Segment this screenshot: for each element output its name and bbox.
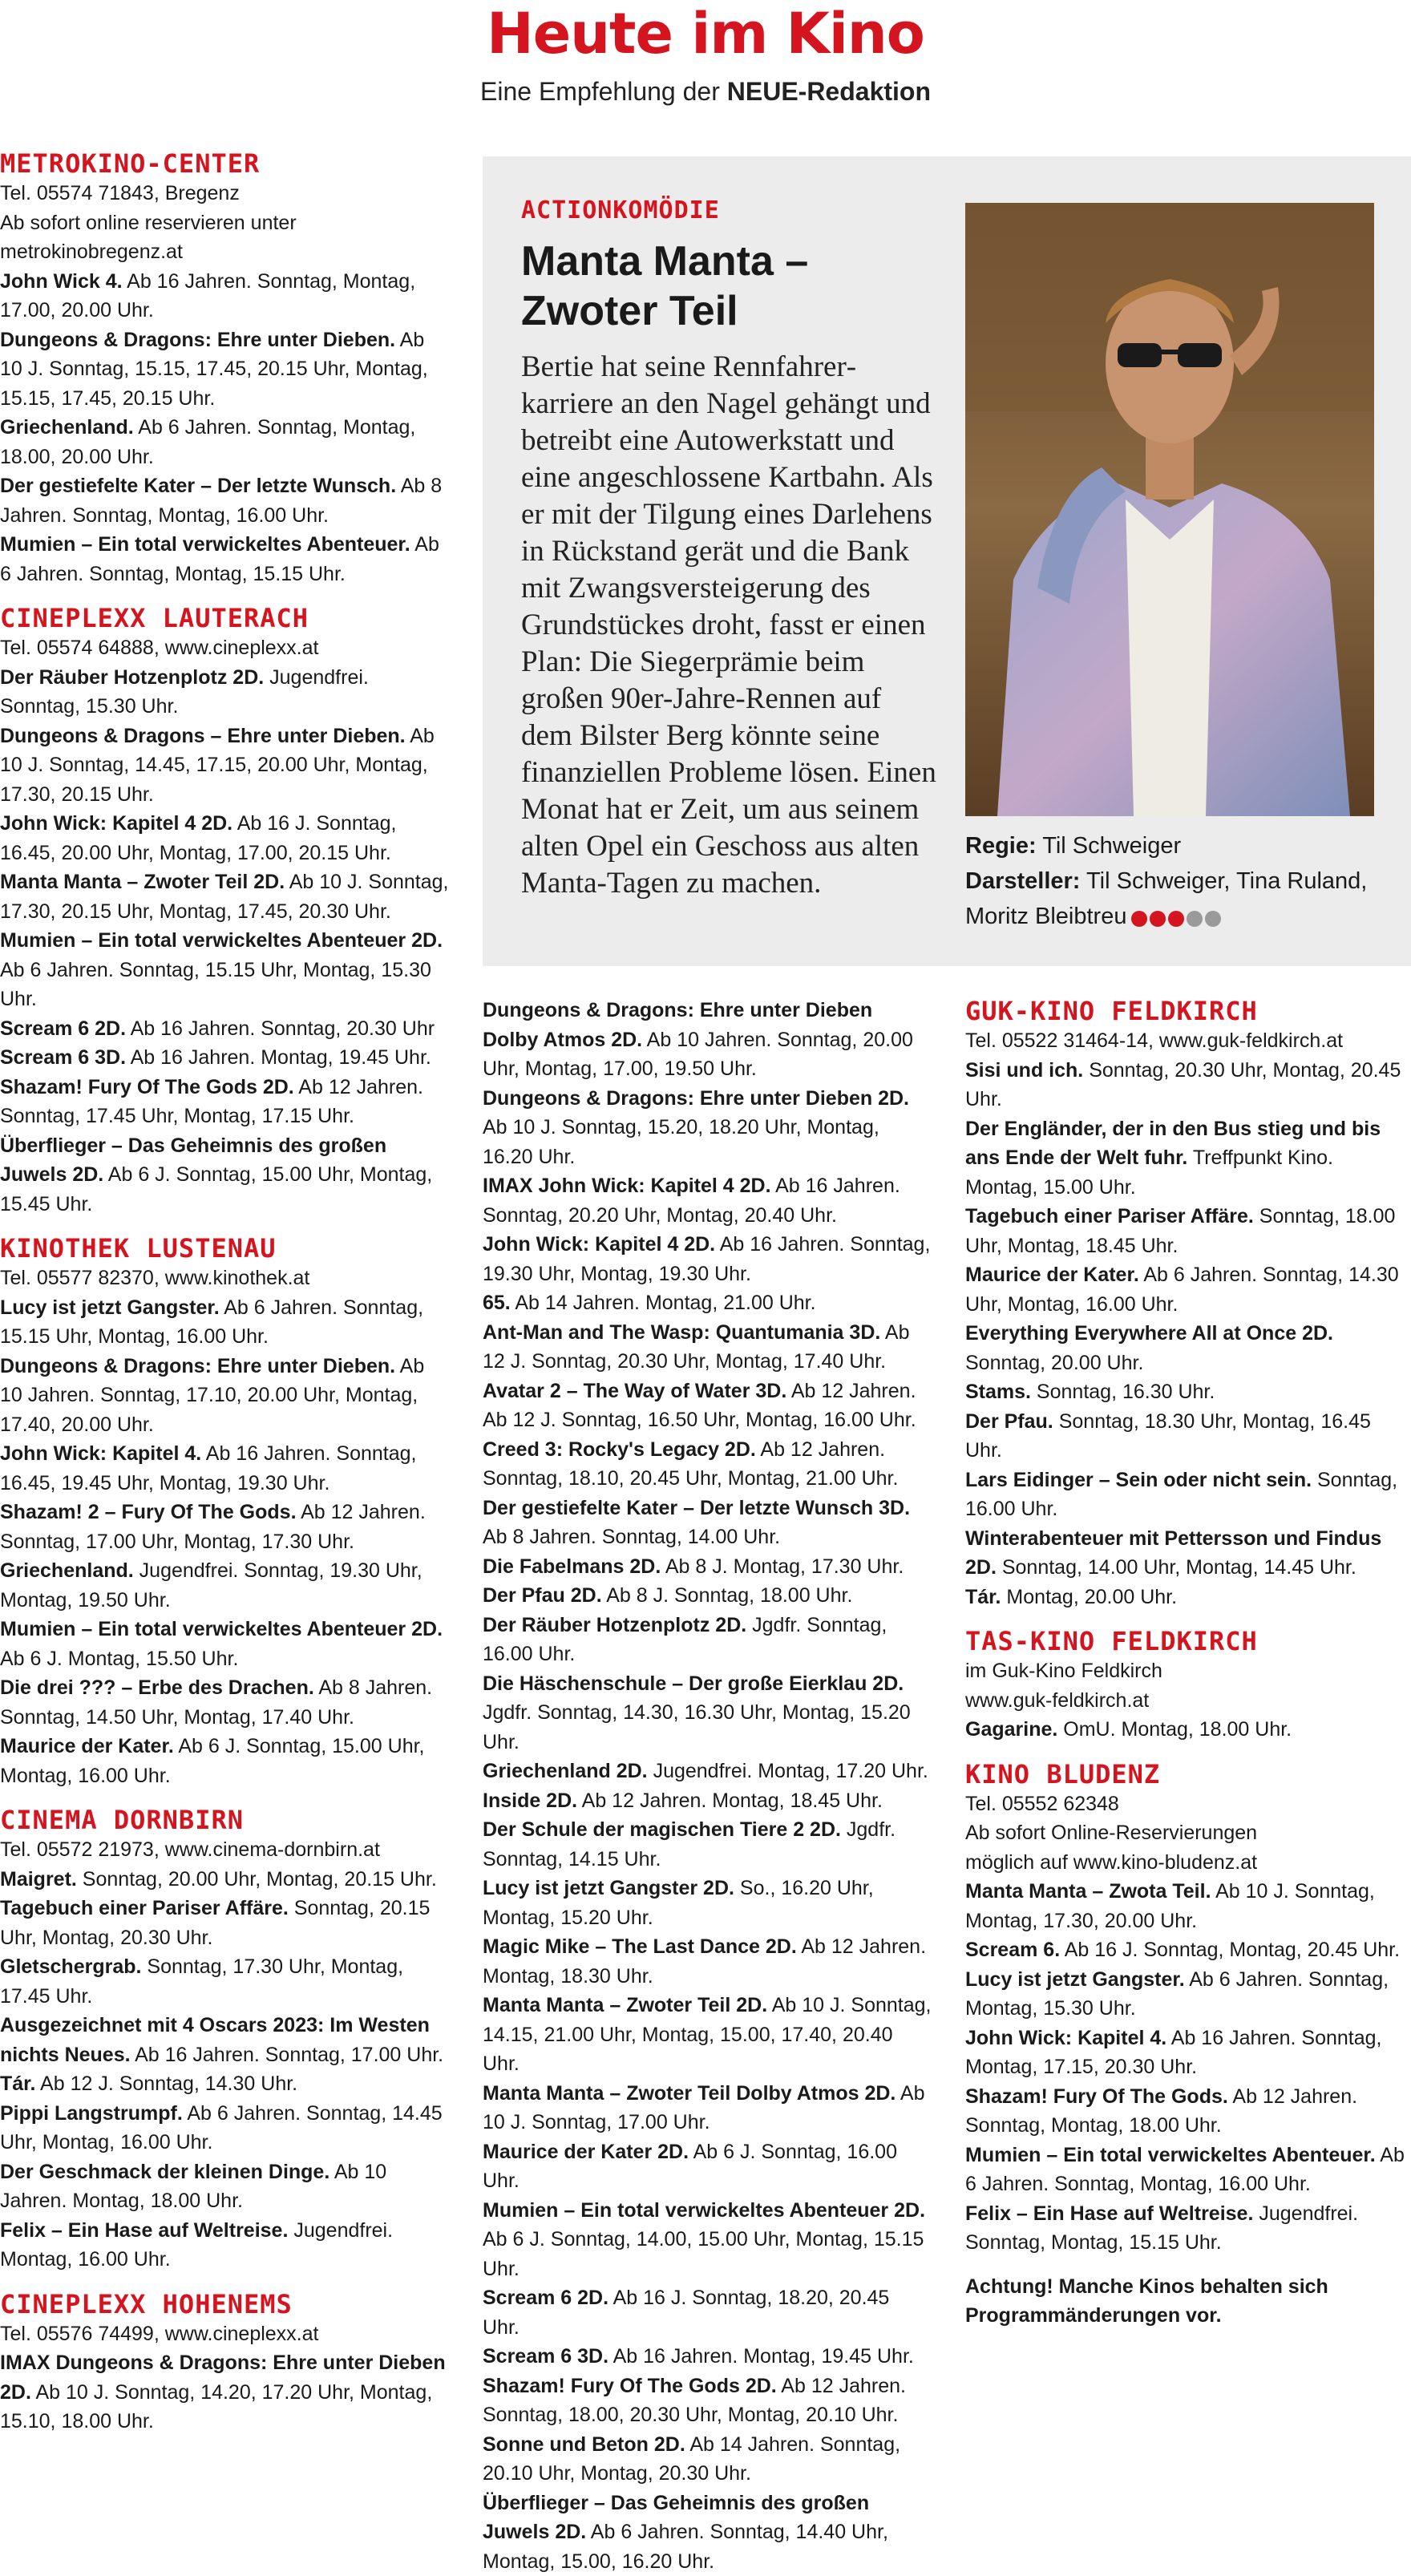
movie-details: Ab 12 J. Sonntag, 14.30 Uhr. — [35, 2073, 297, 2095]
movie-details: Ab 8 J. Sonntag, 18.00 Uhr. — [602, 1584, 853, 1607]
cinema-name: CINEPLEXX LAUTERACH — [0, 603, 449, 633]
movie-title: Maurice der Kater. — [965, 1264, 1139, 1286]
movie-details: Ab 6 Jahren. Sonntag, Montag, 15.15 Uhr. — [0, 533, 439, 585]
column-left — [0, 148, 449, 2436]
cinema-name: CINEPLEXX HOHENEMS — [0, 2289, 449, 2319]
listing-entry — [483, 1230, 932, 1288]
movie-details: Ab 10 Jahren. Sonntag, 20.00 Uhr, Montag, 17.00, 19.50 Uhr. — [483, 1029, 913, 1081]
movie-details: Sonntag, 20.00 Uhr. — [965, 1352, 1143, 1374]
listing-entry — [0, 1014, 449, 1044]
listing-entry — [0, 2011, 449, 2069]
movie-title: Die drei ??? – Erbe des Drachen. — [0, 1676, 314, 1699]
movie-title: John Wick: Kapitel 4 2D. — [0, 812, 232, 835]
movie-title: Griechenland 2D. — [483, 1760, 648, 1782]
movie-title: Scream 6 3D. — [0, 1046, 126, 1069]
listing-entry — [0, 1615, 449, 1673]
section-gap — [0, 1219, 449, 1233]
listing-entry — [0, 1073, 449, 1131]
movie-details: Sonntag, 17.30 Uhr, Montag, 17.45 Uhr. — [0, 1955, 403, 2008]
listing-entry — [0, 867, 449, 926]
listing-entry — [0, 471, 449, 530]
movie-title: Mumien – Ein total verwickeltes Abenteuer 2D. — [483, 2199, 925, 2222]
movie-details: Ab 6 J. Sonntag, 14.00, 15.00 Uhr, Montag, 15.15 Uhr. — [483, 2228, 924, 2280]
listing-entry — [483, 996, 932, 1084]
rating-dot-empty — [1187, 911, 1203, 927]
movie-details: Ab 16 Jahren. Sonntag, 20.30 Uhr — [126, 1017, 435, 1040]
movie-title: Maurice der Kater. — [0, 1735, 174, 1757]
movie-title: Griechenland. — [0, 1559, 134, 1582]
movie-title: Die Fabelmans 2D. — [483, 1555, 661, 1578]
movie-title: John Wick: Kapitel 4 2D. — [483, 1233, 715, 1256]
listing-entry — [483, 1991, 932, 2079]
listing-entry — [483, 1171, 932, 1230]
movie-details: Sonntag, 20.15 Uhr, Montag, 20.30 Uhr. — [0, 1897, 430, 1949]
movie-details: Jugendfrei. Sonntag, Montag, 15.15 Uhr. — [965, 2202, 1358, 2255]
movie-title: John Wick: Kapitel 4. — [965, 2027, 1166, 2049]
movie-details: Ab 16 Jahren. Montag, 19.45 Uhr. — [608, 2345, 914, 2368]
movie-details: Ab 16 Jahren. Sonntag, 19.30 Uhr, Montag, 19.30 Uhr. — [483, 1233, 930, 1285]
listing-entry — [965, 1202, 1411, 1260]
listing-entry — [483, 1932, 932, 1991]
cinema-info: Tel. 05522 31464-14, www.guk-feldkirch.at — [965, 1026, 1411, 1056]
movie-details: Ab 16 Jahren. Sonntag, Montag, 17.15, 20.30 Uhr. — [965, 2027, 1381, 2079]
movie-title: Felix – Ein Hase auf Weltreise. — [0, 2219, 288, 2242]
movie-title: Sisi und ich. — [965, 1059, 1083, 1082]
movie-details: Sonntag, 16.00 Uhr. — [965, 1469, 1397, 1521]
notice — [965, 2272, 1411, 2331]
listing-entry — [0, 326, 449, 414]
listing-entry — [0, 1865, 449, 1895]
movie-details: Ab 12 Jahren. Sonntag, 17.00 Uhr, Montag, 17.30 Uhr. — [0, 1501, 426, 1553]
movie-title: Sonne und Beton 2D. — [483, 2433, 685, 2456]
cinema-name: TAS-KINO FELDKIRCH — [965, 1626, 1411, 1656]
movie-details: Ab 16 Jahren. Montag, 19.45 Uhr. — [126, 1046, 431, 1069]
cinema-info: www.guk-feldkirch.at — [965, 1686, 1411, 1716]
movie-title: Der Räuber Hotzenplotz 2D. — [483, 1614, 746, 1636]
movie-details: Jgdfr. Sonntag, 16.00 Uhr. — [483, 1614, 887, 1666]
listing-entry — [965, 2141, 1411, 2199]
listing-entry — [0, 1556, 449, 1615]
listing-entry — [483, 2283, 932, 2342]
movie-details: So., 16.20 Uhr, Montag, 15.20 Uhr. — [483, 1877, 874, 1929]
movie-title: Avatar 2 – The Way of Water 3D. — [483, 1380, 786, 1402]
cinema-info: metrokinobregenz.at — [0, 237, 449, 267]
listing-entry — [0, 413, 449, 471]
movie-title: Felix – Ein Hase auf Weltreise. — [965, 2202, 1253, 2225]
listing-entry — [965, 1114, 1411, 1203]
movie-details: Ab 12 Jahren. Sonntag, 18.00, 20.30 Uhr, Montag, 20.10 Uhr. — [483, 2375, 906, 2427]
movie-title: Der Pfau. — [965, 1410, 1053, 1433]
listing-entry — [483, 1669, 932, 1757]
listing-entry — [965, 1056, 1411, 1114]
movie-title: Scream 6 2D. — [483, 2287, 608, 2309]
movie-title: Überflieger – Das Geheimnis des großen Juwels 2D. — [0, 1134, 386, 1187]
listing-entry — [965, 1935, 1411, 1965]
movie-title: Der Geschmack der kleinen Dinge. — [0, 2161, 330, 2183]
listing-entry — [0, 1439, 449, 1498]
listing-entry — [483, 2196, 932, 2284]
listing-entry — [0, 809, 449, 867]
movie-details: Sonntag, 18.30 Uhr, Montag, 16.45 Uhr. — [965, 1410, 1371, 1462]
listing-entry — [0, 1952, 449, 2011]
listing-entry — [483, 1288, 932, 1318]
listing-entry — [0, 2069, 449, 2099]
movie-details: Jugendfrei. Sonntag, 19.30 Uhr, Montag, 19.50 Uhr. — [0, 1559, 422, 1612]
listing-entry — [483, 1494, 932, 1552]
listing-entry — [483, 1084, 932, 1172]
listing-entry — [965, 1524, 1411, 1583]
cast-label: Darsteller: — [965, 868, 1080, 894]
movie-details: Ab 6 Jahren. Sonntag, 15.15 Uhr, Montag, 15.30 Uhr. — [0, 959, 431, 1011]
movie-title: Creed 3: Rocky's Legacy 2D. — [483, 1438, 756, 1461]
movie-title: Manta Manta – Zwota Teil. — [965, 1880, 1211, 1903]
movie-title: Mumien – Ein total verwickeltes Abenteuer. — [965, 2144, 1376, 2166]
listing-entry — [0, 2216, 449, 2275]
movie-details: Ab 10 J. Sonntag, 17.00 Uhr. — [483, 2082, 925, 2134]
movie-title: Tagebuch einer Pariser Affäre. — [0, 1897, 289, 1919]
movie-title: Der Schule der magischen Tiere 2 2D. — [483, 1818, 841, 1841]
movie-title: Dungeons & Dragons: Ehre unter Dieben. — [0, 1355, 395, 1377]
listing-entry — [483, 2079, 932, 2137]
movie-details: Ab 10 J. Sonntag, 15.20, 18.20 Uhr, Montag, 16.20 Uhr. — [483, 1116, 879, 1168]
movie-title: Manta Manta – Zwoter Teil 2D. — [0, 871, 285, 893]
movie-details: Ab 6 Jahren. Sonntag, Montag, 18.00, 20.00 Uhr. — [0, 416, 415, 468]
listing-entry — [0, 2099, 449, 2157]
listing-entry — [0, 1894, 449, 1952]
listing-entry — [965, 2024, 1411, 2082]
feature-photo — [965, 203, 1374, 816]
movie-details: OmU. Montag, 18.00 Uhr. — [1057, 1718, 1292, 1741]
movie-title: Griechenland. — [0, 416, 134, 439]
movie-details: Ab 12 Jahren. Sonntag, Montag, 18.00 Uhr. — [965, 2085, 1357, 2137]
cinema-name: CINEMA DORNBIRN — [0, 1805, 449, 1835]
listing-entry — [483, 1815, 932, 1874]
movie-title: Dungeons & Dragons – Ehre unter Dieben. — [0, 725, 406, 747]
listing-entry — [0, 1732, 449, 1790]
listing-entry — [483, 1435, 932, 1494]
cinema-info: Tel. 05576 74499, www.cineplexx.at — [0, 2319, 449, 2349]
movie-details: Ab 16 Jahren. Sonntag, 16.45, 19.45 Uhr, Montag, 19.30 Uhr. — [0, 1442, 416, 1494]
cinema-info: Ab sofort online reservieren unter — [0, 208, 449, 238]
movie-title: Die Häschenschule – Der große Eierklau 2D. — [483, 1672, 904, 1695]
movie-title: Lucy ist jetzt Gangster. — [965, 1968, 1185, 1991]
section-gap — [0, 588, 449, 603]
listing-entry — [0, 2348, 449, 2436]
cinema-name: KINOTHEK LUSTENAU — [0, 1233, 449, 1264]
listing-entry — [0, 663, 449, 722]
cinema-info: möglich auf www.kino-bludenz.at — [965, 1848, 1411, 1878]
movie-title: Dungeons & Dragons: Ehre unter Dieben Dolby Atmos 2D. — [483, 999, 872, 1051]
movie-details: Ab 8 Jahren. Sonntag, 14.50 Uhr, Montag, 17.40 Uhr. — [0, 1676, 432, 1729]
movie-details: Ab 6 J. Montag, 15.50 Uhr. — [0, 1648, 238, 1670]
movie-details: Ab 16 Jahren. Sonntag, Montag, 17.00, 20.00 Uhr. — [0, 270, 415, 322]
cinema-info: Tel. 05574 71843, Bregenz — [0, 179, 449, 208]
movie-title: Pippi Langstrumpf. — [0, 2102, 183, 2125]
movie-details: Ab 6 J. Sonntag, 16.00 Uhr. — [483, 2141, 897, 2193]
listing-entry — [483, 1318, 932, 1377]
movie-title: Shazam! Fury Of The Gods 2D. — [483, 2375, 777, 2397]
column-middle — [483, 996, 932, 2576]
movie-details: Ab 6 Jahren. Sonntag, 14.45 Uhr, Montag, 16.00 Uhr. — [0, 2102, 443, 2154]
movie-details: Treffpunkt Kino. Montag, 15.00 Uhr. — [965, 1146, 1333, 1199]
movie-details: Ab 6 Jahren. Sonntag, Montag, 15.30 Uhr. — [965, 1968, 1389, 2020]
movie-title: John Wick: Kapitel 4. — [0, 1442, 201, 1465]
movie-title: Everything Everywhere All at Once 2D. — [965, 1322, 1333, 1345]
movie-details: Montag, 20.00 Uhr. — [1001, 1586, 1177, 1608]
movie-details: Jugendfrei. Sonntag, 15.30 Uhr. — [0, 666, 369, 718]
listing-entry — [965, 2199, 1411, 2258]
section-gap — [965, 1745, 1411, 1759]
listing-entry — [0, 1498, 449, 1556]
listing-entry — [965, 1466, 1411, 1524]
movie-title: Der Räuber Hotzenplotz 2D. — [0, 666, 264, 689]
movie-title: Mumien – Ein total verwickeltes Abenteuer. — [0, 533, 410, 556]
listing-entry — [483, 2489, 932, 2576]
movie-details: Jgdfr. Sonntag, 14.15 Uhr. — [483, 1818, 896, 1870]
movie-title: John Wick 4. — [0, 270, 123, 293]
movie-title: Lucy ist jetzt Gangster 2D. — [483, 1877, 734, 1899]
movie-details: Ab 12 J. Sonntag, 20.30 Uhr, Montag, 17.40 Uhr. — [483, 1321, 909, 1373]
listing-entry — [965, 1377, 1411, 1407]
movie-details: Ab 6 J. Sonntag, 15.00 Uhr, Montag, 15.45 Uhr. — [0, 1163, 432, 1215]
movie-details: Ab 10 Jahren. Montag, 18.00 Uhr. — [0, 2161, 386, 2213]
movie-title: Manta Manta – Zwoter Teil 2D. — [483, 1994, 767, 2016]
movie-title: Tár. — [965, 1586, 1001, 1608]
movie-title: Tár. — [0, 2073, 35, 2095]
movie-details: Ab 10 J. Sonntag, 14.20, 17.20 Uhr, Montag, 15.10, 18.00 Uhr. — [0, 2381, 432, 2433]
rating-dot-filled — [1168, 911, 1184, 927]
movie-details: Jugendfrei. Montag, 16.00 Uhr. — [0, 2219, 393, 2271]
movie-title: 65. — [483, 1292, 511, 1314]
listing-entry — [483, 2372, 932, 2430]
movie-title: Magic Mike – The Last Dance 2D. — [483, 1935, 797, 1958]
listing-entry — [0, 1352, 449, 1440]
movie-details: Jugendfrei. Montag, 17.20 Uhr. — [648, 1760, 928, 1782]
listing-entry — [0, 1293, 449, 1352]
feature-genre: ACTIONKOMÖDIE — [521, 196, 720, 224]
listing-entry — [965, 2082, 1411, 2141]
movie-details: Ab 10 J. Sonntag, 15.15, 17.45, 20.15 Uhr, Montag, 15.15, 17.45, 20.15 Uhr. — [0, 329, 428, 410]
movie-title: Ausgezeichnet mit 4 Oscars 2023: Im Westen nichts Neues. — [0, 2014, 430, 2066]
movie-details: Sonntag, 20.00 Uhr, Montag, 20.15 Uhr. — [77, 1868, 437, 1891]
feature-credits — [965, 828, 1398, 935]
listing-entry — [483, 1786, 932, 1816]
rating-dots — [1131, 900, 1223, 935]
section-gap — [965, 1612, 1411, 1626]
listing-entry — [0, 2157, 449, 2216]
movie-title: Gletschergrab. — [0, 1955, 141, 1978]
movie-title: Dungeons & Dragons: Ehre unter Dieben. — [0, 329, 395, 351]
movie-details: Ab 14 Jahren. Sonntag, 20.10 Uhr, Montag, 20.30 Uhr. — [483, 2433, 900, 2485]
movie-details: Ab 10 J. Sonntag, Montag, 17.30, 20.00 Uhr. — [965, 1880, 1375, 1932]
movie-title: Shazam! Fury Of The Gods 2D. — [0, 1076, 294, 1098]
movie-details: Ab 12 Jahren. Montag, 18.45 Uhr. — [577, 1789, 883, 1812]
listing-entry — [0, 926, 449, 1014]
listing-entry — [483, 2342, 932, 2372]
movie-details: Ab 12 Jahren. Sonntag, 18.10, 20.45 Uhr, Montag, 21.00 Uhr. — [483, 1438, 898, 1490]
movie-details: Ab 8 J. Montag, 17.30 Uhr. — [661, 1555, 904, 1578]
section-gap — [965, 2258, 1411, 2272]
listing-entry — [0, 1673, 449, 1732]
listing-entry — [483, 1611, 932, 1669]
movie-title: Stams. — [965, 1381, 1031, 1403]
movie-details: Ab 6 Jahren. Sonntag, 14.30 Uhr, Montag, 16.00 Uhr. — [965, 1264, 1399, 1316]
movie-details: Ab 16 J. Sonntag, 18.20, 20.45 Uhr. — [483, 2287, 889, 2339]
movie-title: Mumien – Ein total verwickeltes Abenteuer 2D. — [0, 929, 443, 952]
movie-title: Der Engländer, der in den Bus stieg und bis ans Ende der Welt fuhr. — [965, 1118, 1381, 1170]
column-right — [965, 996, 1411, 2331]
movie-title: Tagebuch einer Pariser Affäre. — [965, 1205, 1254, 1227]
listing-entry — [965, 1583, 1411, 1612]
movie-title: Inside 2D. — [483, 1789, 577, 1812]
cinema-info: Tel. 05577 82370, www.kinothek.at — [0, 1264, 449, 1293]
subtitle-text: Eine Empfehlung der — [480, 77, 727, 106]
actor-photo-icon — [965, 203, 1374, 816]
listing-entry — [0, 1043, 449, 1073]
listing-entry — [483, 1377, 932, 1435]
page-title: Heute im Kino — [0, 2, 1411, 66]
director-value: Til Schweiger — [1042, 833, 1181, 859]
movie-title: Dungeons & Dragons: Ehre unter Dieben 2D. — [483, 1087, 909, 1110]
listing-entry — [483, 2137, 932, 2196]
movie-title: Maigret. — [0, 1868, 77, 1891]
movie-details: Ab 6 J. Sonntag, 15.00 Uhr, Montag, 16.00 Uhr. — [0, 1735, 425, 1787]
movie-title: Der gestiefelte Kater – Der letzte Wunsch 3D. — [483, 1497, 910, 1519]
cast-line — [965, 863, 1398, 935]
subtitle-brand: NEUE-Redaktion — [727, 77, 931, 106]
movie-details: Ab 6 Jahren. Sonntag, Montag, 16.00 Uhr. — [965, 2144, 1405, 2196]
movie-title: Maurice der Kater 2D. — [483, 2141, 689, 2163]
notice-text: Achtung! Manche Kinos behalten sich Programmänderungen vor. — [965, 2275, 1328, 2327]
rating-dot-empty — [1205, 911, 1221, 927]
listing-entry — [483, 1552, 932, 1582]
listing-entry — [0, 722, 449, 810]
movie-title: Scream 6. — [965, 1939, 1060, 1961]
rating-dot-filled — [1150, 911, 1166, 927]
movie-details: Sonntag, 18.00 Uhr, Montag, 18.45 Uhr. — [965, 1205, 1395, 1257]
movie-details: Ab 8 Jahren. Sonntag, Montag, 16.00 Uhr. — [0, 475, 442, 527]
listing-entry — [483, 2430, 932, 2489]
movie-title: Manta Manta – Zwoter Teil Dolby Atmos 2D. — [483, 2082, 896, 2105]
listing-entry — [0, 530, 449, 588]
movie-details: Ab 16 Jahren. Sonntag, 20.20 Uhr, Montag, 20.40 Uhr. — [483, 1175, 900, 1227]
movie-title: Shazam! Fury Of The Gods. — [965, 2085, 1228, 2108]
page-header — [0, 0, 1411, 107]
listing-entry — [965, 1319, 1411, 1377]
cinema-info: Tel. 05574 64888, www.cineplexx.at — [0, 633, 449, 663]
movie-details: Sonntag, 20.30 Uhr, Montag, 20.45 Uhr. — [965, 1059, 1401, 1111]
movie-details: Ab 16 Jahren. Sonntag, 17.00 Uhr. — [131, 2044, 444, 2066]
feature-box — [483, 156, 1411, 966]
movie-title: Der gestiefelte Kater – Der letzte Wunsch. — [0, 475, 396, 497]
section-gap — [0, 1790, 449, 1805]
cinema-name: KINO BLUDENZ — [965, 1759, 1411, 1789]
listing-entry — [483, 1757, 932, 1786]
movie-details: Ab 16 J. Sonntag, 16.45, 20.00 Uhr, Montag, 17.00, 20.15 Uhr. — [0, 812, 396, 864]
movie-details: Ab 16 J. Sonntag, Montag, 20.45 Uhr. — [1060, 1939, 1400, 1961]
listing-entry — [965, 1715, 1411, 1745]
page-subtitle — [0, 75, 1411, 107]
movie-details: Jgdfr. Sonntag, 14.30, 16.30 Uhr, Montag, 15.20 Uhr. — [483, 1701, 911, 1753]
movie-details: Ab 8 Jahren. Sonntag, 14.00 Uhr. — [483, 1526, 780, 1548]
cinema-info: Tel. 05572 21973, www.cinema-dornbirn.at — [0, 1835, 449, 1865]
movie-title: Überflieger – Das Geheimnis des großen Juwels 2D. — [483, 2492, 869, 2544]
listing-entry — [0, 1131, 449, 1219]
movie-details: Ab 10 J. Sonntag, 14.15, 21.00 Uhr, Montag, 15.00, 17.40, 20.40 Uhr. — [483, 1994, 931, 2075]
movie-title: IMAX Dungeons & Dragons: Ehre unter Dieben 2D. — [0, 2352, 446, 2404]
movie-title: Scream 6 2D. — [0, 1017, 126, 1040]
movie-title: Der Pfau 2D. — [483, 1584, 602, 1607]
movie-title: Gagarine. — [965, 1718, 1057, 1741]
movie-details: Ab 12 Jahren. Sonntag, 17.45 Uhr, Montag, 17.15 Uhr. — [0, 1076, 423, 1128]
movie-title: IMAX John Wick: Kapitel 4 2D. — [483, 1175, 771, 1197]
feature-title: Manta Manta – Zwoter Teil — [521, 237, 938, 336]
listing-entry — [965, 1260, 1411, 1319]
listing-entry — [483, 1874, 932, 1932]
movie-title: Mumien – Ein total verwickeltes Abenteuer 2D. — [0, 1618, 443, 1640]
listing-entry — [965, 1877, 1411, 1935]
listing-entry — [965, 1965, 1411, 2024]
feature-description: Bertie hat seine Rennfahrerkarriere an den Nagel gehängt und betreibt eine Autowerkstatt und eine angeschlossene Kartbahn. Als er mit der Tilgung eines Darlehens in Rückstand gerät und die Bank mit Zwangsversteigerung des Grundstückes droht, fasst er einen Plan: Die Siegerprämie beim großen 90er-Jahre-Rennen auf dem Bilster Berg könnte seine finanziellen Probleme lösen. Einen Monat hat er Zeit, um aus seinem alten Opel ein Geschoss aus alten Manta-Tagen zu machen. — [521, 349, 938, 902]
cinema-name: METROKINO-CENTER — [0, 148, 449, 179]
movie-details: Ab 10 J. Sonntag, 17.30, 20.15 Uhr, Montag, 17.45, 20.30 Uhr. — [0, 871, 448, 923]
movie-title: Ant-Man and The Wasp: Quantumania 3D. — [483, 1321, 880, 1344]
movie-title: Shazam! 2 – Fury Of The Gods. — [0, 1501, 297, 1523]
movie-details: Ab 12 Jahren. Ab 12 J. Sonntag, 16.50 Uhr, Montag, 16.00 Uhr. — [483, 1380, 916, 1432]
cinema-info: Ab sofort Online-Reservierungen — [965, 1818, 1411, 1848]
movie-details: Sonntag, 16.30 Uhr. — [1031, 1381, 1215, 1403]
cinema-info: Tel. 05552 62348 — [965, 1789, 1411, 1819]
listing-entry — [965, 1407, 1411, 1466]
movie-details: Ab 14 Jahren. Montag, 21.00 Uhr. — [511, 1292, 816, 1314]
director-label: Regie: — [965, 833, 1037, 859]
section-gap — [0, 2275, 449, 2289]
movie-title: Scream 6 3D. — [483, 2345, 608, 2368]
movie-details: Sonntag, 14.00 Uhr, Montag, 14.45 Uhr. — [997, 1556, 1356, 1579]
movie-details: Ab 12 Jahren. Montag, 18.30 Uhr. — [483, 1935, 926, 1988]
movie-title: Lucy ist jetzt Gangster. — [0, 1296, 220, 1319]
movie-details: Ab 6 Jahren. Sonntag, 14.40 Uhr, Montag, 15.00, 16.20 Uhr. — [483, 2521, 888, 2573]
cinema-name: GUK-KINO FELDKIRCH — [965, 996, 1411, 1026]
movie-details: Ab 10 Jahren. Sonntag, 17.10, 20.00 Uhr, Montag, 17.40, 20.00 Uhr. — [0, 1355, 424, 1436]
movie-title: Lars Eidinger – Sein oder nicht sein. — [965, 1469, 1312, 1491]
cast-value: Til Schweiger, Tina Ruland, Moritz Bleibtreu — [965, 868, 1367, 929]
movie-title: Winterabenteuer mit Pettersson und Findus 2D. — [965, 1527, 1381, 1579]
listing-entry — [0, 267, 449, 326]
rating-dot-filled — [1131, 911, 1147, 927]
movie-details: Ab 10 J. Sonntag, 14.45, 17.15, 20.00 Uhr, Montag, 17.30, 20.15 Uhr. — [0, 725, 435, 806]
movie-details: Ab 6 Jahren. Sonntag, 15.15 Uhr, Montag, 16.00 Uhr. — [0, 1296, 423, 1349]
listing-entry — [483, 1581, 932, 1611]
cinema-info: im Guk-Kino Feldkirch — [965, 1656, 1411, 1686]
director-line — [965, 828, 1398, 863]
